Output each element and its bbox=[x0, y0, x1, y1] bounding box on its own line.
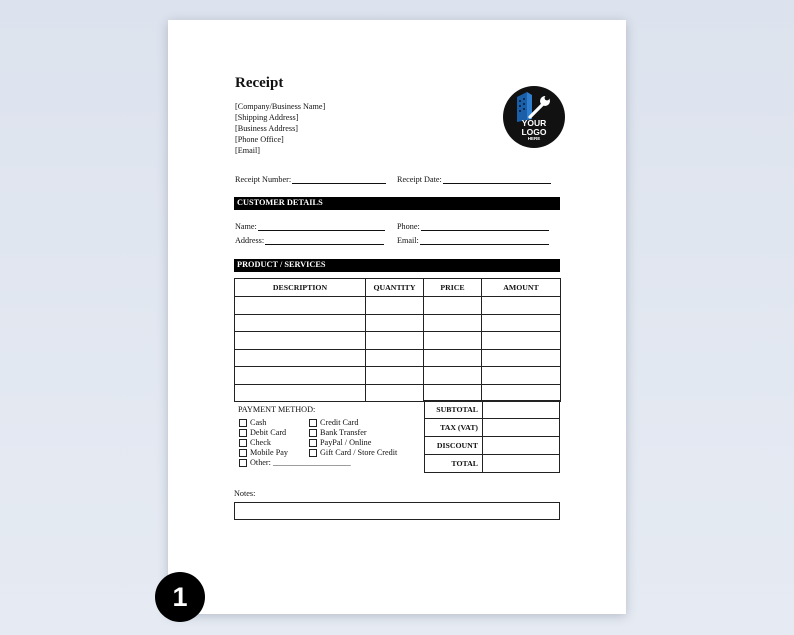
receipt-page bbox=[168, 20, 626, 614]
price-cell[interactable] bbox=[424, 367, 482, 385]
checkbox[interactable] bbox=[239, 439, 247, 447]
total-value[interactable] bbox=[483, 455, 560, 473]
shipping-address-line: [Shipping Address] bbox=[235, 113, 299, 122]
amount-cell[interactable] bbox=[482, 384, 561, 402]
phone-label: Phone: bbox=[397, 222, 420, 231]
name-line[interactable] bbox=[258, 222, 385, 231]
checkbox[interactable] bbox=[309, 439, 317, 447]
checkbox[interactable] bbox=[309, 449, 317, 457]
customer-details-header: CUSTOMER DETAILS bbox=[234, 197, 560, 210]
checkbox[interactable] bbox=[309, 429, 317, 437]
discount-row bbox=[425, 437, 560, 455]
table-row bbox=[235, 349, 561, 367]
amount-cell[interactable] bbox=[482, 297, 561, 315]
products-header-row bbox=[235, 279, 561, 297]
description-cell[interactable] bbox=[235, 314, 366, 332]
quantity-cell[interactable] bbox=[366, 349, 424, 367]
tax-label: TAX (VAT) bbox=[425, 419, 483, 437]
table-row bbox=[235, 367, 561, 385]
quantity-cell[interactable] bbox=[366, 297, 424, 315]
description-cell[interactable] bbox=[235, 384, 366, 402]
subtotal-value[interactable] bbox=[483, 401, 560, 419]
payment-option-gift-card[interactable] bbox=[309, 448, 397, 458]
table-row bbox=[235, 297, 561, 315]
option-label: Check bbox=[250, 438, 271, 447]
quantity-cell[interactable] bbox=[366, 384, 424, 402]
address-field[interactable] bbox=[235, 236, 384, 245]
checkbox[interactable] bbox=[239, 419, 247, 427]
name-label: Name: bbox=[235, 222, 257, 231]
quantity-cell[interactable] bbox=[366, 367, 424, 385]
tax-row bbox=[425, 419, 560, 437]
address-label: Address: bbox=[235, 236, 265, 245]
address-line[interactable] bbox=[265, 236, 384, 245]
company-name-line: [Company/Business Name] bbox=[235, 102, 326, 111]
price-cell[interactable] bbox=[424, 332, 482, 350]
total-row bbox=[425, 455, 560, 473]
receipt-number-line[interactable] bbox=[292, 175, 386, 184]
table-row bbox=[235, 384, 561, 402]
description-cell[interactable] bbox=[235, 332, 366, 350]
receipt-number-label: Receipt Number: bbox=[235, 175, 292, 184]
tax-value[interactable] bbox=[483, 419, 560, 437]
logo-placeholder bbox=[503, 86, 565, 148]
option-label: Credit Card bbox=[320, 418, 359, 427]
name-field[interactable] bbox=[235, 222, 385, 231]
column-amount: AMOUNT bbox=[482, 279, 561, 297]
payment-option-credit-card[interactable] bbox=[309, 418, 397, 428]
price-cell[interactable] bbox=[424, 314, 482, 332]
amount-cell[interactable] bbox=[482, 314, 561, 332]
receipt-date-line[interactable] bbox=[443, 175, 551, 184]
business-address-line: [Business Address] bbox=[235, 124, 298, 133]
payment-option-paypal[interactable] bbox=[309, 438, 397, 448]
price-cell[interactable] bbox=[424, 384, 482, 402]
checkbox[interactable] bbox=[239, 459, 247, 467]
company-info bbox=[235, 101, 325, 156]
amount-cell[interactable] bbox=[482, 367, 561, 385]
payment-options-right bbox=[309, 418, 397, 458]
option-label: Mobile Pay bbox=[250, 448, 288, 457]
products-table bbox=[234, 278, 561, 402]
totals-table bbox=[424, 400, 560, 473]
subtotal-label: SUBTOTAL bbox=[425, 401, 483, 419]
notes-box[interactable] bbox=[234, 502, 560, 520]
option-label: PayPal / Online bbox=[320, 438, 372, 447]
receipt-date-field[interactable] bbox=[397, 175, 551, 184]
quantity-cell[interactable] bbox=[366, 314, 424, 332]
column-description: DESCRIPTION bbox=[235, 279, 366, 297]
payment-option-bank-transfer[interactable] bbox=[309, 428, 397, 438]
phone-line[interactable] bbox=[421, 222, 549, 231]
price-cell[interactable] bbox=[424, 349, 482, 367]
column-quantity: QUANTITY bbox=[366, 279, 424, 297]
receipt-title: Receipt bbox=[235, 75, 284, 91]
payment-option-other[interactable] bbox=[239, 458, 351, 468]
email-line[interactable] bbox=[420, 236, 549, 245]
quantity-cell[interactable] bbox=[366, 332, 424, 350]
column-price: PRICE bbox=[424, 279, 482, 297]
option-label: Debit Card bbox=[250, 428, 287, 437]
discount-label: DISCOUNT bbox=[425, 437, 483, 455]
phone-office-line: [Phone Office] bbox=[235, 135, 284, 144]
subtotal-row bbox=[425, 401, 560, 419]
price-cell[interactable] bbox=[424, 297, 482, 315]
option-label: Other: ___________________ bbox=[250, 458, 351, 467]
total-label: TOTAL bbox=[425, 455, 483, 473]
description-cell[interactable] bbox=[235, 297, 366, 315]
logo-line-your: YOUR bbox=[521, 118, 547, 128]
checkbox[interactable] bbox=[309, 419, 317, 427]
email-line: [Email] bbox=[235, 146, 261, 155]
email-label: Email: bbox=[397, 236, 419, 245]
option-label: Cash bbox=[250, 418, 267, 427]
email-field[interactable] bbox=[397, 236, 549, 245]
table-row bbox=[235, 314, 561, 332]
checkbox[interactable] bbox=[239, 449, 247, 457]
phone-field[interactable] bbox=[397, 222, 549, 231]
page-number-badge: 1 bbox=[155, 572, 205, 622]
option-label: Bank Transfer bbox=[320, 428, 367, 437]
description-cell[interactable] bbox=[235, 349, 366, 367]
amount-cell[interactable] bbox=[482, 332, 561, 350]
receipt-date-label: Receipt Date: bbox=[397, 175, 442, 184]
logo-line-here: HERE bbox=[527, 136, 541, 141]
checkbox[interactable] bbox=[239, 429, 247, 437]
discount-value[interactable] bbox=[483, 437, 560, 455]
table-row bbox=[235, 332, 561, 350]
receipt-number-field[interactable] bbox=[235, 175, 386, 184]
description-cell[interactable] bbox=[235, 367, 366, 385]
products-header: PRODUCT / SERVICES bbox=[234, 259, 560, 272]
payment-method-label: PAYMENT METHOD: bbox=[238, 405, 316, 414]
notes-label: Notes: bbox=[234, 489, 256, 498]
amount-cell[interactable] bbox=[482, 349, 561, 367]
logo-line-logo: LOGO bbox=[521, 126, 547, 137]
option-label: Gift Card / Store Credit bbox=[320, 448, 398, 457]
logo-text bbox=[503, 119, 565, 142]
products-body bbox=[235, 297, 561, 402]
